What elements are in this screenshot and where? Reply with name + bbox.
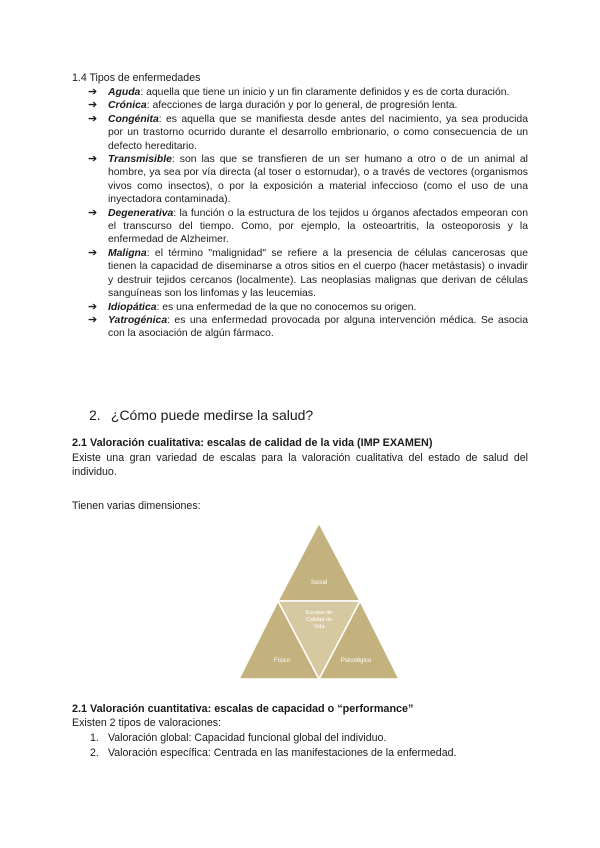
arrow-bullet-icon: ➔ xyxy=(88,86,98,98)
term: Transmisible xyxy=(108,154,172,166)
term: Idiopática xyxy=(108,301,157,313)
list-item xyxy=(88,153,528,207)
quantitative-intro: Existen 2 tipos de valoraciones: xyxy=(72,717,221,729)
section-2-heading xyxy=(89,407,313,423)
definition: : afecciones de larga duración y por lo general, de progresión lenta. xyxy=(146,100,458,112)
arrow-bullet-icon: ➔ xyxy=(88,153,98,166)
list-item xyxy=(90,731,456,746)
label-social: Social xyxy=(310,580,328,586)
label-fisico: Físico xyxy=(273,658,291,664)
list-item xyxy=(88,99,528,112)
list-item xyxy=(88,314,528,341)
dimensions-intro: Tienen varias dimensiones: xyxy=(72,500,201,512)
definition: : es una enfermedad de la que no conocemos su origen. xyxy=(156,301,417,313)
list-item xyxy=(88,207,528,247)
list-item xyxy=(88,113,528,153)
term: Crónica xyxy=(108,100,147,112)
quality-of-life-pyramid xyxy=(238,522,400,680)
section-2-1-quantitative-title: 2.1 Valoración cuantitativa: escalas de capacidad o “performance” xyxy=(72,703,414,715)
section-2-1-qualitative-title: 2.1 Valoración cualitativa: escalas de calidad de la vida (IMP EXAMEN) xyxy=(72,437,433,449)
label-center-3: Vida xyxy=(313,624,325,630)
label-psicologico: Psicológico xyxy=(340,658,372,664)
list-item xyxy=(88,301,528,314)
term: Yatrogénica xyxy=(108,314,168,326)
section-2-title: ¿Cómo puede medirse la salud? xyxy=(110,407,314,423)
pyramid-top-social xyxy=(278,523,360,601)
list-item xyxy=(88,86,528,99)
qualitative-paragraph: Existe una gran variedad de escalas para la valoración cualitativa del estado de salud del individuo. xyxy=(72,452,528,478)
item-text: Valoración global: Capacidad funcional global del individuo. xyxy=(108,732,387,744)
arrow-bullet-icon: ➔ xyxy=(88,112,98,125)
definition: : es una enfermedad provocada por alguna intervención médica. Se asocia con la asociación de algún fármaco. xyxy=(108,314,528,340)
arrow-bullet-icon: ➔ xyxy=(88,206,98,219)
item-number: 1. xyxy=(90,732,99,744)
definition: : son las que se transfieren de un ser humano a otro o de un animal al hombre, ya sea por vía directa (al toser o estornudar), o a través de vectores (organismos vivos como insectos), o por la exposición a material infeccioso (como el uso de una inyectadora contaminada). xyxy=(108,154,528,206)
label-center-1: Escalas de xyxy=(305,610,333,616)
valuation-types-list xyxy=(90,731,456,761)
item-number: 2. xyxy=(90,747,99,759)
arrow-bullet-icon: ➔ xyxy=(88,99,98,112)
label-center-2: Calidad de xyxy=(305,617,333,623)
definition: : la función o la estructura de los tejidos u órganos afectados empeoran con el transcurso del tiempo. Como, por ejemplo, la osteoartritis, la osteoporosis y la enfermedad de Alzheimer. xyxy=(108,207,528,246)
item-text: Valoración específica: Centrada en las manifestaciones de la enfermedad. xyxy=(108,747,457,759)
term: Aguda xyxy=(108,87,141,98)
term: Congénita xyxy=(108,113,159,125)
definition: : aquella que tiene un inicio y un fin claramente definidos y es de corta duración. xyxy=(140,87,510,98)
arrow-bullet-icon: ➔ xyxy=(88,300,98,313)
list-item xyxy=(88,247,528,301)
disease-types-list xyxy=(88,86,528,341)
section-2-number: 2. xyxy=(89,407,101,423)
definition: : es aquella que se manifiesta desde antes del nacimiento, ya sea producida por un trastorno ocurrido durante el desarrollo embrionario, o como consecuencia de un defecto hereditario. xyxy=(108,113,528,152)
section-1-4-title: 1.4 Tipos de enfermedades xyxy=(72,72,201,84)
definition: : el término "malignidad" se refiere a la presencia de células cancerosas que tienen la capacidad de diseminarse a otros sitios en el cuerpo (hacer metástasis) o invadir y destruir tejidos cercanos (localmente). Las neoplasias malignas que derivan de células sanguíneas son los linfomas y las leucemias. xyxy=(108,247,528,300)
arrow-bullet-icon: ➔ xyxy=(88,246,98,259)
term: Maligna xyxy=(108,247,147,259)
arrow-bullet-icon: ➔ xyxy=(88,313,98,326)
list-item xyxy=(90,746,456,761)
term: Degenerativa xyxy=(108,207,174,219)
